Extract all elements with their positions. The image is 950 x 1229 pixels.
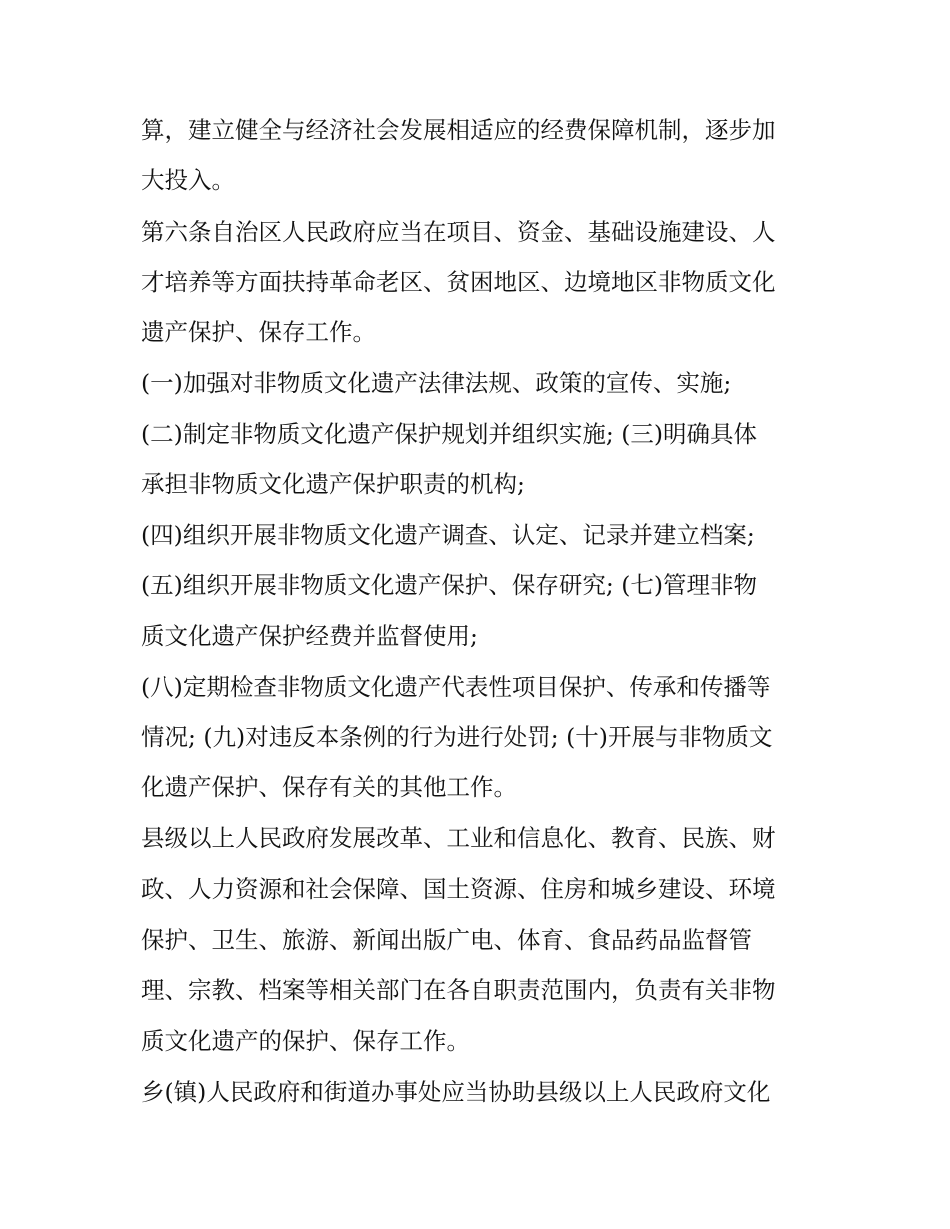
text-line: (四)组织开展非物质文化遗产调查、认定、记录并建立档案; [141, 521, 755, 549]
text-line: (二)制定非物质文化遗产保护规划并组织实施; (三)明确具体 [141, 420, 758, 448]
text-line: 大投入。 [141, 166, 235, 194]
text-line: (一)加强对非物质文化遗产法律法规、政策的宣传、实施; [141, 369, 732, 397]
text-line: 理、宗教、档案等相关部门在各自职责范围内，负责有关非物 [141, 976, 776, 1004]
text-line: 情况; (九)对违反本条例的行为进行处罚; (十)开展与非物质文 [141, 723, 773, 751]
text-line: 保护、卫生、旅游、新闻出版广电、体育、食品药品监督管 [141, 926, 752, 954]
text-line: 质文化遗产保护经费并监督使用; [141, 622, 478, 650]
text-line: (八)定期检查非物质文化遗产代表性项目保护、传承和传播等 [141, 673, 771, 701]
text-line: 乡(镇)人民政府和街道办事处应当协助县级以上人民政府文化 [141, 1078, 771, 1106]
text-line: 才培养等方面扶持革命老区、贫困地区、边境地区非物质文化 [141, 268, 776, 296]
text-line: 县级以上人民政府发展改革、工业和信息化、教育、民族、财 [141, 824, 776, 852]
text-line: 算，建立健全与经济社会发展相适应的经费保障机制，逐步加 [141, 116, 776, 144]
text-line: 遗产保护、保存工作。 [141, 318, 376, 346]
text-line: 化遗产保护、保存有关的其他工作。 [141, 773, 517, 801]
text-line: 承担非物质文化遗产保护职责的机构; [141, 470, 525, 498]
text-line: (五)组织开展非物质文化遗产保护、保存研究; (七)管理非物 [141, 571, 758, 599]
text-line: 政、人力资源和社会保障、国土资源、住房和城乡建设、环境 [141, 875, 776, 903]
text-line: 第六条自治区人民政府应当在项目、资金、基础设施建设、人 [141, 218, 776, 246]
text-line: 质文化遗产的保护、保存工作。 [141, 1027, 470, 1055]
